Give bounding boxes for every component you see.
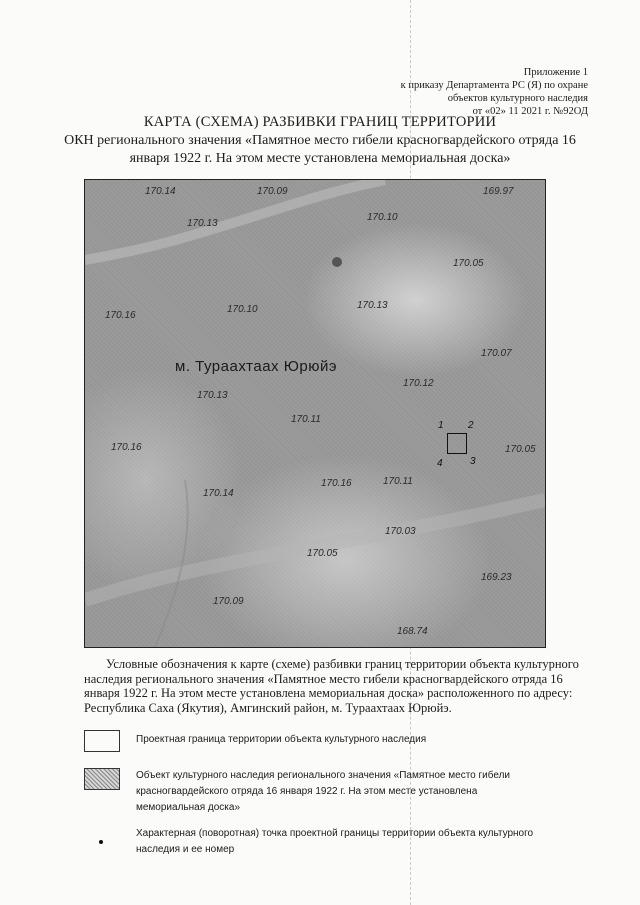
legend-intro-line: наследия регионального значения «Памятное место гибели красногвардейского отряда 16: [84, 671, 563, 686]
elevation-label: 170.16: [321, 478, 352, 489]
elevation-label: 169.97: [483, 186, 514, 197]
elevation-label: 168.74: [397, 626, 428, 637]
elevation-label: 170.12: [403, 378, 434, 389]
elevation-label: 170.03: [385, 526, 416, 537]
legend-item-text-line: Объект культурного наследия регионального значения «Памятное место гибели: [136, 770, 510, 781]
elevation-label: 170.16: [111, 442, 142, 453]
elevation-label: 170.10: [227, 304, 258, 315]
approval-line-4: от «02» 11 2021 г. №92ОД: [472, 106, 588, 117]
document-title: КАРТА (СХЕМА) РАЗБИВКИ ГРАНИЦ ТЕРРИТОРИИ: [143, 114, 497, 130]
boundary-point-1: 1: [438, 420, 444, 431]
legend-intro-line: января 1922 г. На этом месте установлена мемориальная доска» расположенного по адресу:: [84, 686, 573, 700]
approval-block: [401, 66, 588, 118]
memorial-marker-icon: [332, 257, 342, 267]
legend-item-text-line: мемориальная доска»: [136, 802, 241, 813]
approval-line-1: Приложение 1: [523, 67, 588, 78]
hatched-swatch-icon: [84, 768, 120, 790]
elevation-label: 170.14: [145, 186, 176, 197]
elevation-label: 170.13: [197, 390, 228, 401]
document-subtitle-line-1: ОКН регионального значения «Памятное место гибели красногвардейского отряда 16: [64, 133, 576, 148]
boundary-point-2: 2: [468, 420, 474, 431]
legend-intro-line: Условные обозначения к карте (схеме) разбивки границ территории объекта культурного: [106, 657, 579, 671]
legend-item-text-line: наследия и ее номер: [136, 844, 235, 855]
boundary-swatch-icon: [84, 730, 120, 752]
boundary-map: [84, 179, 546, 648]
elevation-label: 170.16: [105, 310, 136, 321]
approval-line-2: к приказу Департамента РС (Я) по охране: [400, 80, 588, 91]
elevation-label: 170.09: [213, 596, 244, 607]
place-name-label: м. Тураахтаах Юрюйэ: [175, 358, 337, 375]
document-subtitle-line-2: января 1922 г. На этом месте установлена мемориальная доска»: [129, 151, 511, 166]
elevation-label: 170.05: [505, 444, 536, 455]
elevation-label: 170.11: [383, 476, 413, 487]
elevation-label: 170.10: [367, 212, 398, 223]
elevation-label: 170.09: [257, 186, 288, 197]
point-marker-icon: [99, 840, 103, 844]
territory-boundary-plot: [447, 433, 467, 454]
legend-item-text: [136, 826, 596, 858]
legend-intro-line: Республика Саха (Якутия), Амгинский район, м. Тураахтаах Юрюйэ.: [84, 700, 452, 715]
elevation-label: 170.13: [187, 218, 218, 229]
elevation-label: 170.05: [307, 548, 338, 559]
elevation-label: 170.11: [291, 414, 321, 425]
elevation-label: 170.07: [481, 348, 512, 359]
elevation-label: 169.23: [481, 572, 512, 583]
elevation-label: 170.05: [453, 258, 484, 269]
approval-line-3: объектов культурного наследия: [447, 93, 588, 104]
legend-item-text: Проектная граница территории объекта культурного наследия: [136, 734, 427, 745]
elevation-label: 170.14: [203, 488, 234, 499]
legend-item-text-line: красногвардейского отряда 16 января 1922 г. На этом месте установлена: [136, 786, 478, 797]
legend-item-text-line: Характерная (поворотная) точка проектной границы территории объекта культурного: [136, 828, 534, 839]
elevation-label: 170.13: [357, 300, 388, 311]
boundary-point-4: 4: [437, 458, 443, 469]
boundary-point-3: 3: [470, 456, 476, 467]
legend-intro: [84, 657, 588, 715]
legend-item-text: [136, 768, 596, 816]
